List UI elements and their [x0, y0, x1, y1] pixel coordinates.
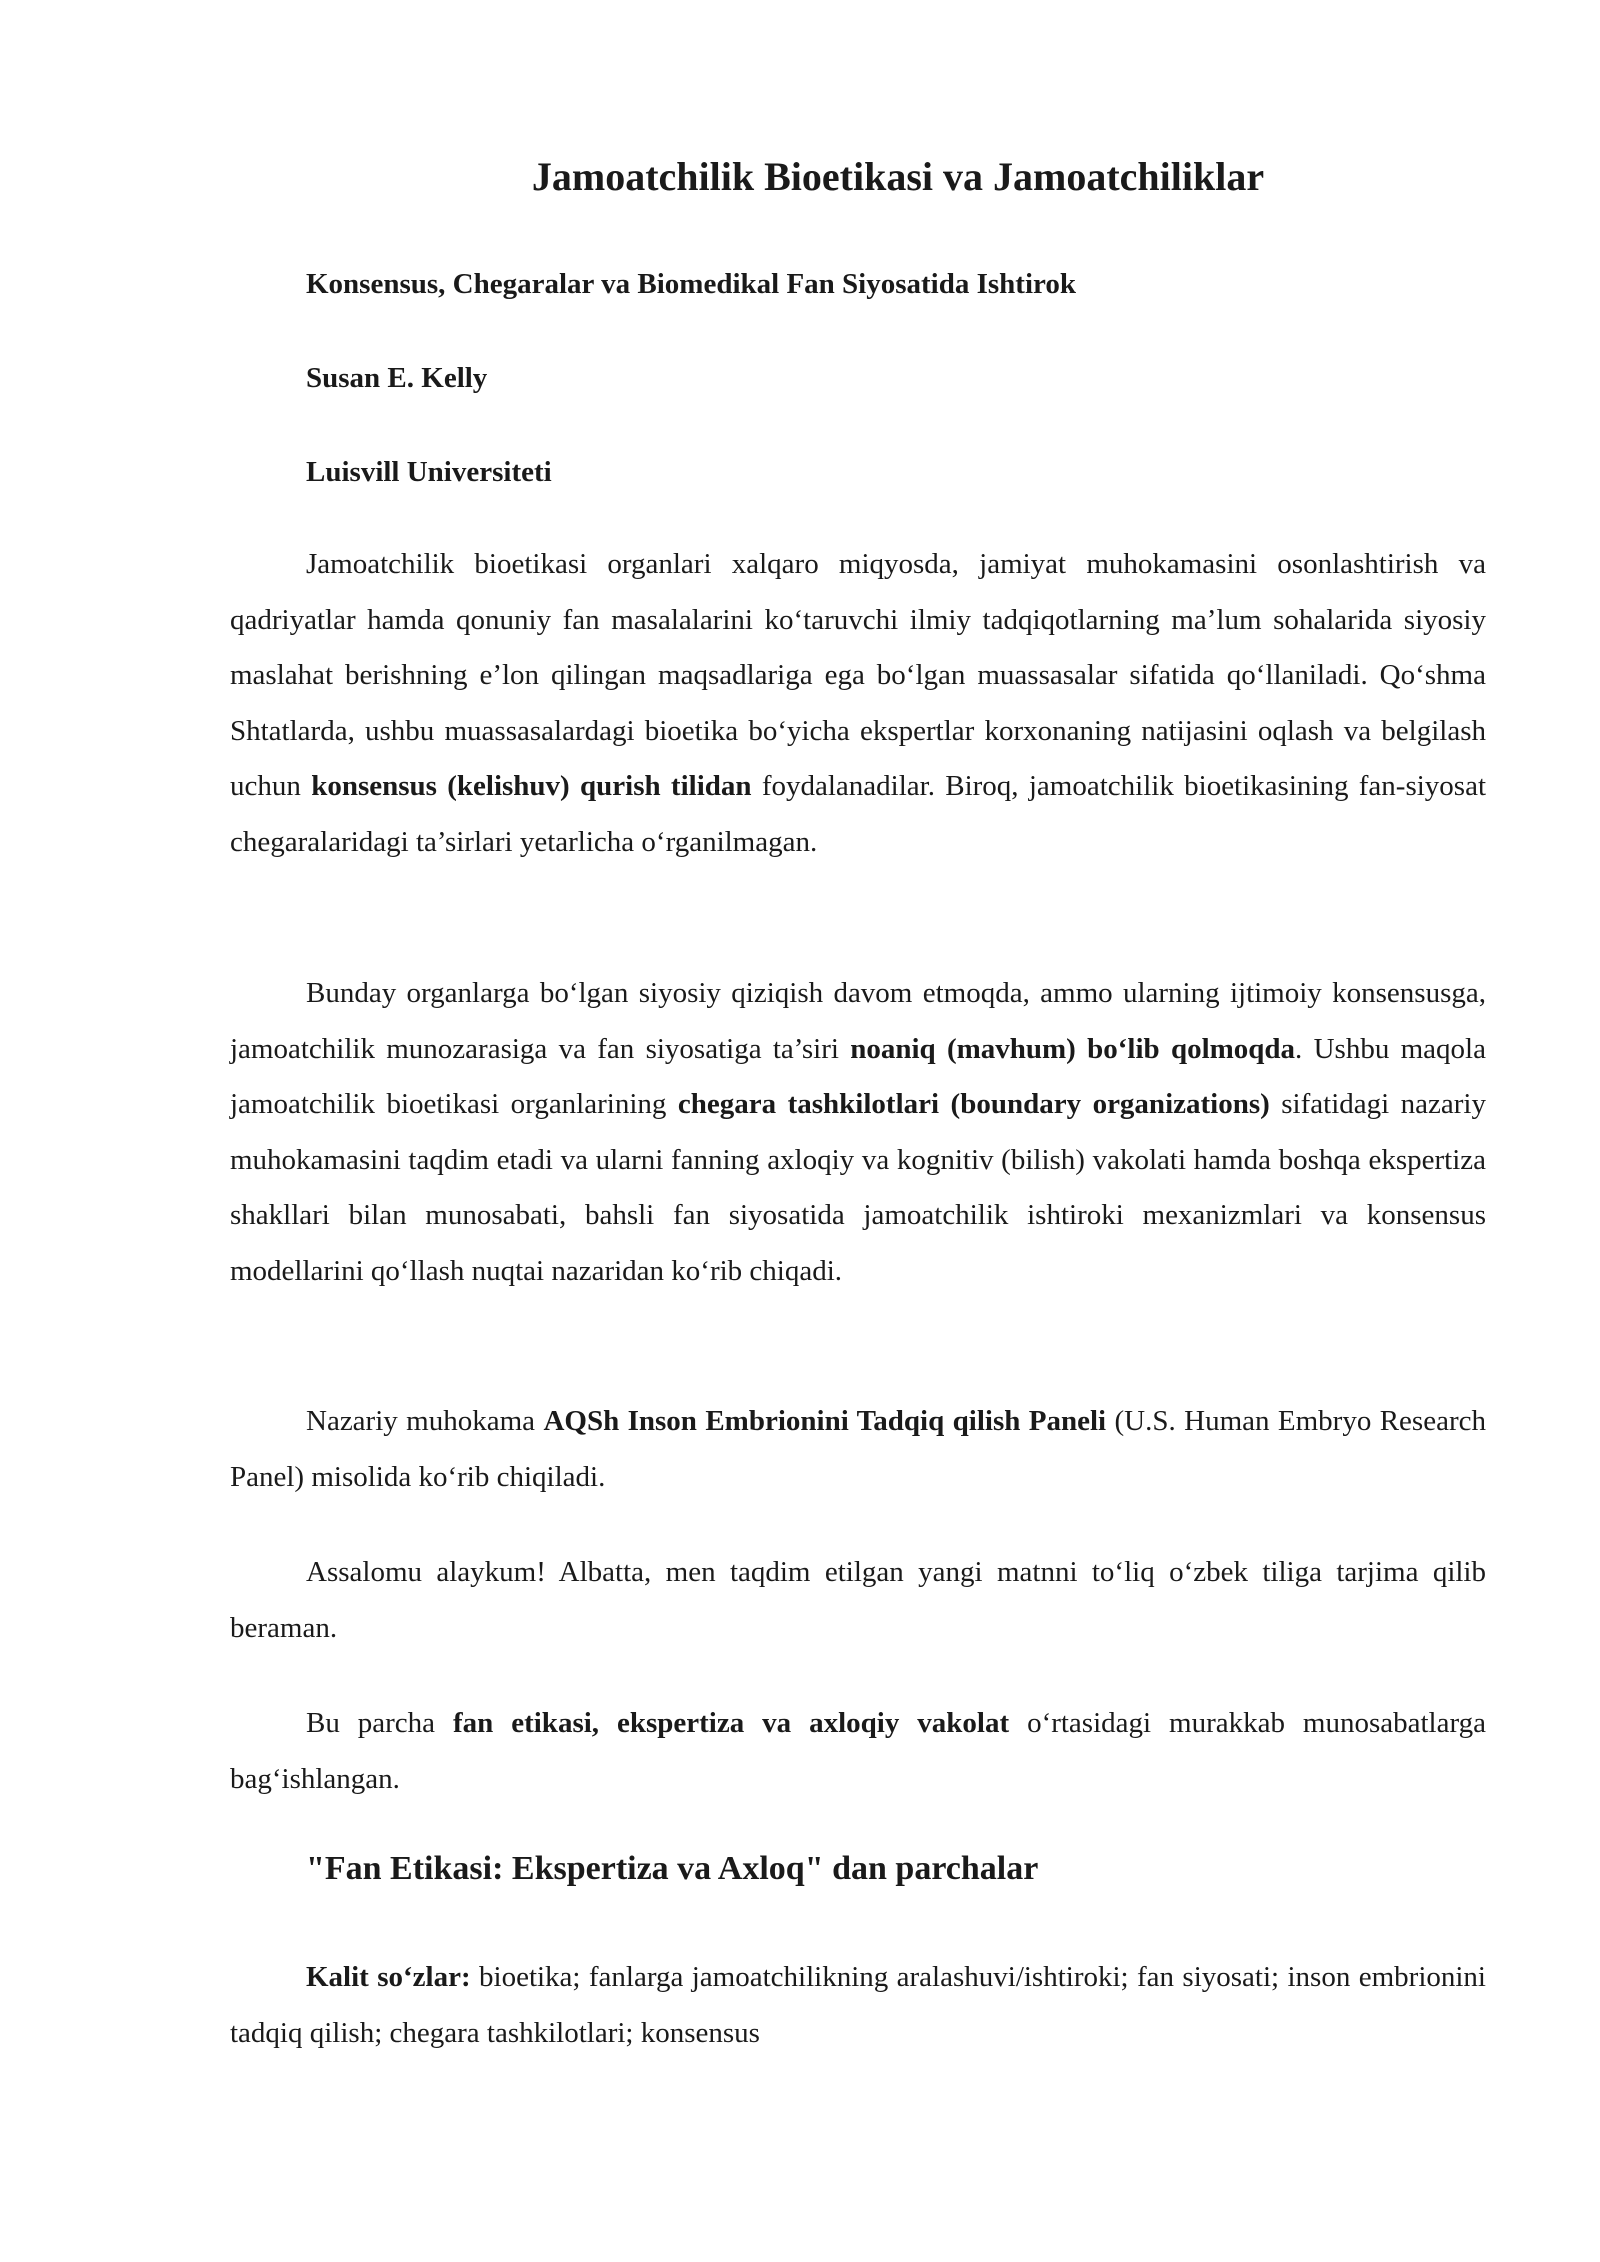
p1-bold-1: konsensus (kelishuv) qurish tilidan	[311, 770, 752, 802]
keywords-paragraph	[230, 1950, 1486, 2061]
p2-text-c: . Ushbu maqola jamoatchilik bioetikasi organlarining	[230, 1032, 1486, 1120]
p4-text-a: Assalomu alaykum! Albatta, men taqdim etilgan yangi matnni to‘liq o‘zbek tiliga tarjima qilib beraman.	[230, 1556, 1486, 1644]
abstract-paragraph-2	[230, 966, 1486, 1299]
p5-bold-1: fan etikasi, ekspertiza va axloqiy vakolat	[453, 1707, 1010, 1739]
p5-text-a: Bu parcha	[306, 1707, 453, 1739]
p2-text-d: sifatidagi nazariy muhokamasini taqdim etadi va ularni fanning axloqiy va kognitiv (bilish) vakolati hamda boshqa ekspertiza shakllari bilan munosabati, bahsli fan siyosatida jamoatchilik ishtiroki mexanizmlari va konsensus modellarini qo‘llash nuqtai nazaridan ko‘rib chiqadi.	[230, 1088, 1486, 1287]
section-heading: "Fan Etikasi: Ekspertiza va Axloq" dan parchalar	[306, 1850, 1039, 1887]
abstract-paragraph-5	[230, 1696, 1486, 1807]
p2-bold-2: chegara tashkilotlari (boundary organizations)	[677, 1088, 1270, 1120]
p1-text-c: foydalanadilar. Biroq, jamoatchilik bioetikasining fan-siyosat chegaralaridagi ta’sirlari yetarlicha o‘rganilmagan.	[230, 770, 1486, 858]
keywords-label: Kalit so‘zlar:	[306, 1961, 471, 1993]
p3-text-c: (U.S. Human Embryo Research Panel) misolida ko‘rib chiqiladi.	[230, 1405, 1486, 1493]
p5-text-c: o‘rtasidagi murakkab munosabatlarga bag‘ishlangan.	[230, 1707, 1486, 1795]
author-name: Susan E. Kelly	[306, 362, 488, 394]
document-title: Jamoatchilik Bioetikasi va Jamoatchiliklar	[531, 154, 1265, 199]
abstract-paragraph-3	[230, 1394, 1486, 1505]
p3-text-a: Nazariy muhokama	[306, 1405, 544, 1437]
abstract-paragraph-1	[230, 537, 1486, 870]
document-subtitle: Konsensus, Chegaralar va Biomedikal Fan Siyosatida Ishtirok	[306, 268, 1076, 300]
abstract-paragraph-4	[230, 1545, 1486, 1656]
p2-bold-1: noaniq (mavhum) bo‘lib qolmoqda	[850, 1032, 1296, 1065]
keywords-list: bioetika; fanlarga jamoatchilikning aralashuvi/ishtiroki; fan siyosati; inson embrionini tadqiq qilish; chegara tashkilotlari; konsensus	[230, 1961, 1486, 2049]
author-affiliation: Luisvill Universiteti	[306, 456, 552, 488]
p2-text-a: Bunday organlarga bo‘lgan siyosiy qiziqish davom etmoqda, ammo ularning ijtimoiy konsensusga, jamoatchilik munozarasiga va fan siyosatiga ta’siri	[230, 977, 1486, 1065]
p3-bold-1: AQSh Inson Embrionini Tadqiq qilish Paneli	[543, 1405, 1107, 1437]
p1-text-a: Jamoatchilik bioetikasi organlari xalqaro miqyosda, jamiyat muhokamasini osonlashtirish va qadriyatlar hamda qonuniy fan masalalarini ko‘taruvchi ilmiy tadqiqotlarning ma’lum sohalarida siyosiy maslahat berishning e’lon qilingan maqsadlariga ega bo‘lgan muassasalar sifatida qo‘llaniladi. Qo‘shma Shtatlarda, ushbu muassasalardagi bioetika bo‘yicha ekspertlar korxonaning natijasini oqlash va belgilash uchun	[230, 548, 1486, 802]
